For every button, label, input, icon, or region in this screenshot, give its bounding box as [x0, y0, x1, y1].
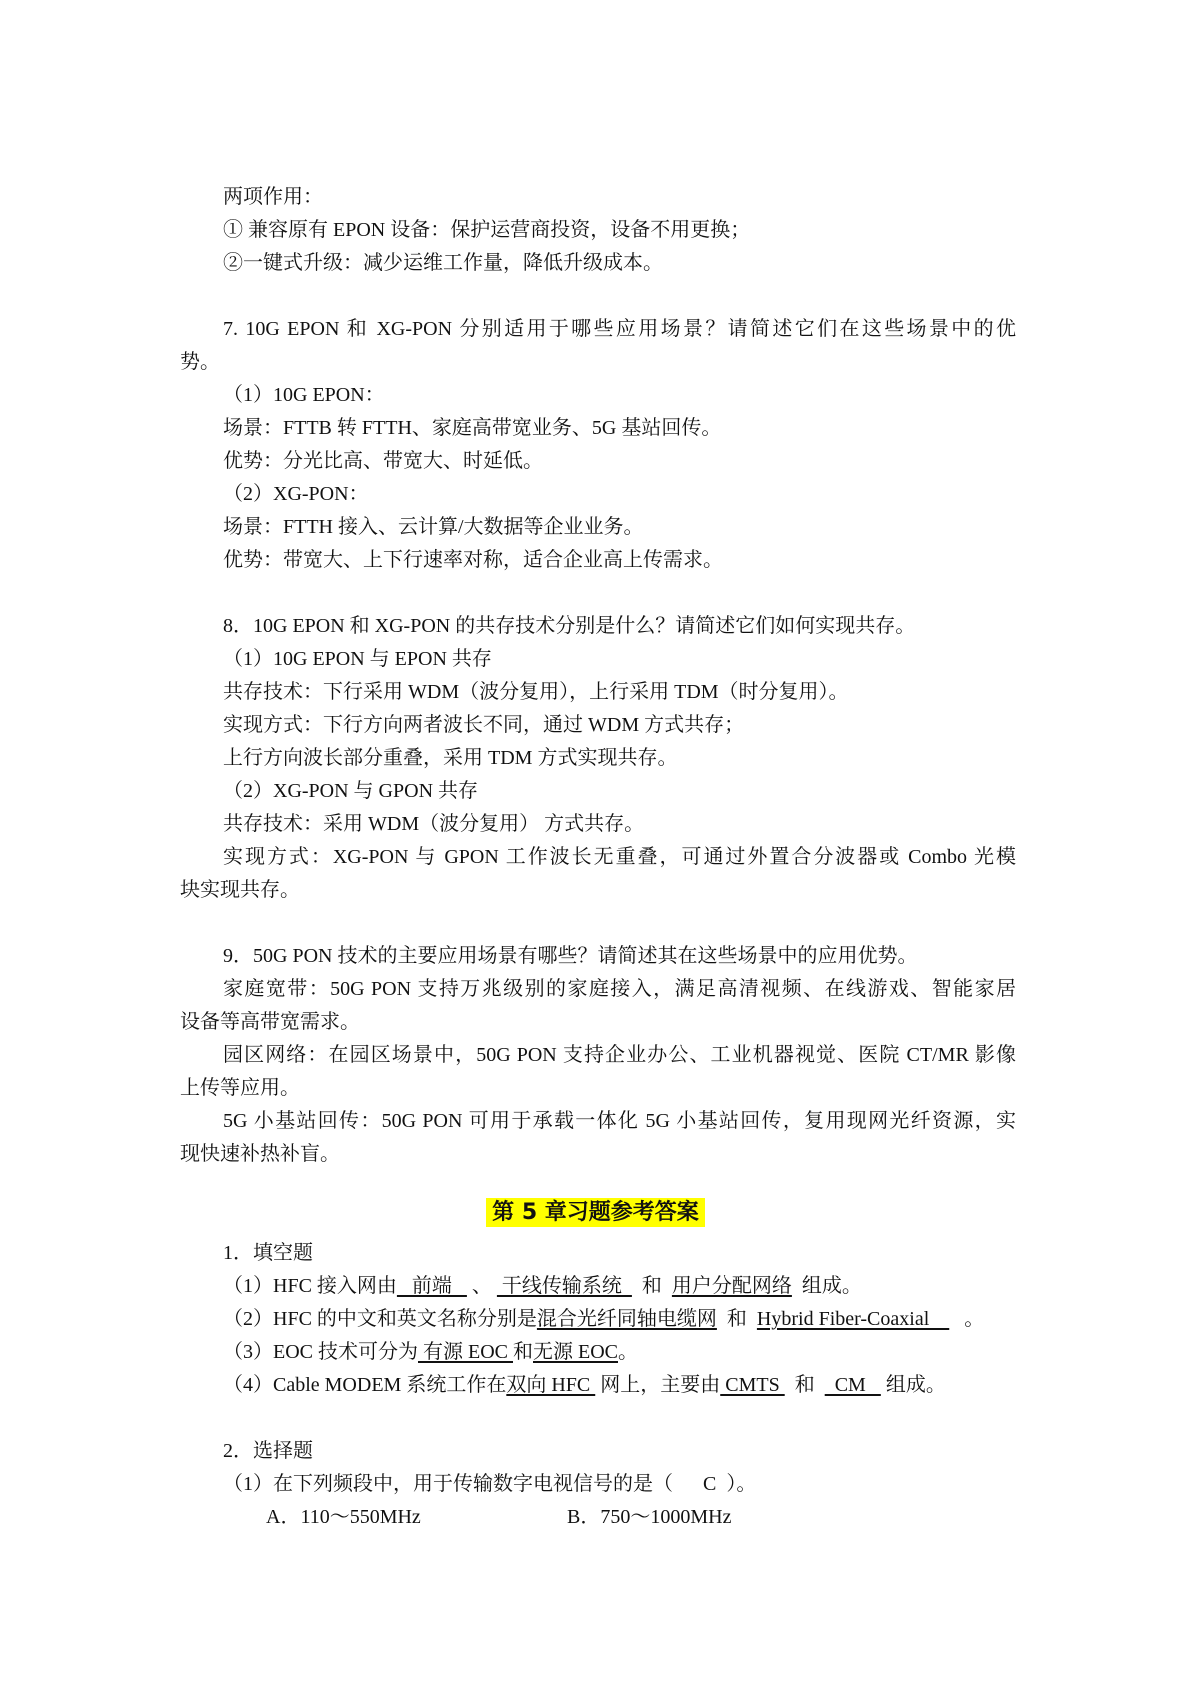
- q6-item-1: ① 兼容原有 EPON 设备：保护运营商投资，设备不用更换；: [223, 219, 751, 241]
- choice-option-a: A．110～550MHz: [266, 1506, 421, 1528]
- choice-question-1: （1）在下列频段中，用于传输数字电视信号的是（ C ）。: [223, 1473, 757, 1495]
- q7-answer2-advantage: 优势：带宽大、上下行速率对称，适合企业高上传需求。: [223, 549, 723, 571]
- fill-question-3: [223, 1340, 638, 1364]
- q7-answer1-advantage: 优势：分光比高、带宽大、时延低。: [223, 450, 543, 472]
- fill-q2-answer-2: Hybrid Fiber-Coaxial: [756, 1308, 950, 1330]
- q7-question-line1: 7. 10G EPON 和 XG-PON 分别适用于哪些应用场景？请简述它们在这些场景中的优: [223, 318, 1016, 340]
- fill-question-4: [223, 1373, 946, 1397]
- q9-question: 9．50G PON 技术的主要应用场景有哪些？请简述其在这些场景中的应用优势。: [223, 945, 918, 967]
- q8-answer2-impl-line2: 块实现共存。: [180, 879, 300, 901]
- fill-q1-answer-2: 干线传输系统: [496, 1275, 632, 1297]
- fill-q1-text-c: 和: [631, 1275, 672, 1297]
- fill-q2-text-a: （2）HFC 的中文和英文名称分别是: [223, 1308, 537, 1330]
- q6-intro: 两项作用：: [223, 186, 323, 208]
- fill-q1-text-a: （1）HFC 接入网由: [223, 1275, 397, 1297]
- fill-section-title: 1．填空题: [223, 1242, 313, 1264]
- fill-q4-text-a: （4）Cable MODEM 系统工作在: [223, 1374, 507, 1396]
- fill-q3-answer-1: 有源 EOC: [418, 1341, 513, 1363]
- fill-q4-answer-2: CMTS: [720, 1374, 785, 1396]
- q6-item-2: ②一键式升级：减少运维工作量，降低升级成本。: [223, 252, 663, 274]
- chapter-heading: [0, 1195, 1191, 1226]
- q8-answer2-tech: 共存技术：采用 WDM（波分复用） 方式共存。: [223, 813, 645, 835]
- fill-q2-text-c: 。: [949, 1308, 985, 1330]
- q9-campus-network-line1: 园区网络：在园区场景中，50G PON 支持企业办公、工业机器视觉、医院 CT/MR 影像: [223, 1044, 1016, 1066]
- q9-campus-network-line2: 上传等应用。: [180, 1077, 300, 1099]
- q7-answer1-title: （1）10G EPON：: [223, 384, 385, 406]
- q9-5g-backhaul-line2: 现快速补热补盲。: [180, 1143, 340, 1165]
- q9-5g-backhaul-line1: 5G 小基站回传：50G PON 可用于承载一体化 5G 小基站回传，复用现网光纤资源，实: [223, 1110, 1016, 1132]
- q9-home-broadband-line2: 设备等高带宽需求。: [180, 1011, 360, 1033]
- fill-q3-text-b: 和: [513, 1341, 533, 1363]
- fill-q3-text-c: 。: [618, 1341, 638, 1363]
- fill-q1-answer-3: 用户分配网络: [671, 1275, 792, 1297]
- fill-q4-text-c: 和: [784, 1374, 825, 1396]
- q9-home-broadband-line1: 家庭宽带：50G PON 支持万兆级别的家庭接入，满足高清视频、在线游戏、智能家居: [223, 978, 1016, 1000]
- fill-q2-answer-1: 混合光纤同轴电缆网: [536, 1308, 717, 1330]
- fill-question-1: [223, 1274, 862, 1298]
- fill-question-2: [223, 1307, 984, 1331]
- q7-answer2-scene: 场景：FTTH 接入、云计算/大数据等企业业务。: [223, 516, 644, 538]
- fill-q4-text-d: 组成。: [880, 1374, 946, 1396]
- fill-q2-text-b: 和: [716, 1308, 757, 1330]
- q7-question-line2: 势。: [180, 351, 220, 373]
- q8-answer1-tech: 共存技术：下行采用 WDM（波分复用），上行采用 TDM（时分复用）。: [223, 681, 849, 703]
- q8-answer1-impl2: 上行方向波长部分重叠，采用 TDM 方式实现共存。: [223, 747, 678, 769]
- q7-answer1-scene: 场景：FTTB 转 FTTH、家庭高带宽业务、5G 基站回传。: [223, 417, 722, 439]
- fill-q4-text-b: 网上，主要由: [595, 1374, 721, 1396]
- choice-section-title: 2．选择题: [223, 1440, 313, 1462]
- fill-q4-answer-1: 双向 HFC: [506, 1374, 596, 1396]
- fill-q1-answer-1: 前端: [396, 1275, 467, 1297]
- q7-answer2-title: （2）XG-PON：: [223, 483, 369, 505]
- q8-answer2-impl-line1: 实现方式：XG-PON 与 GPON 工作波长无重叠，可通过外置合分波器或 Combo 光模: [223, 846, 1016, 868]
- fill-q3-text-a: （3）EOC 技术可分为: [223, 1341, 418, 1363]
- fill-q3-answer-2: 无源 EOC: [533, 1341, 618, 1363]
- q8-answer1-impl: 实现方式：下行方向两者波长不同，通过 WDM 方式共存；: [223, 714, 745, 736]
- q8-answer1-title: （1）10G EPON 与 EPON 共存: [223, 648, 492, 670]
- choice-option-b: B．750～1000MHz: [567, 1506, 732, 1528]
- fill-q4-answer-3: CM: [824, 1374, 881, 1396]
- chapter-heading-text: 第 5 章习题参考答案: [486, 1198, 705, 1227]
- fill-q1-text-b: 、: [466, 1275, 497, 1297]
- fill-q1-text-d: 组成。: [791, 1275, 862, 1297]
- q8-answer2-title: （2）XG-PON 与 GPON 共存: [223, 780, 479, 802]
- q8-question: 8．10G EPON 和 XG-PON 的共存技术分别是什么？请简述它们如何实现共存。: [223, 615, 916, 637]
